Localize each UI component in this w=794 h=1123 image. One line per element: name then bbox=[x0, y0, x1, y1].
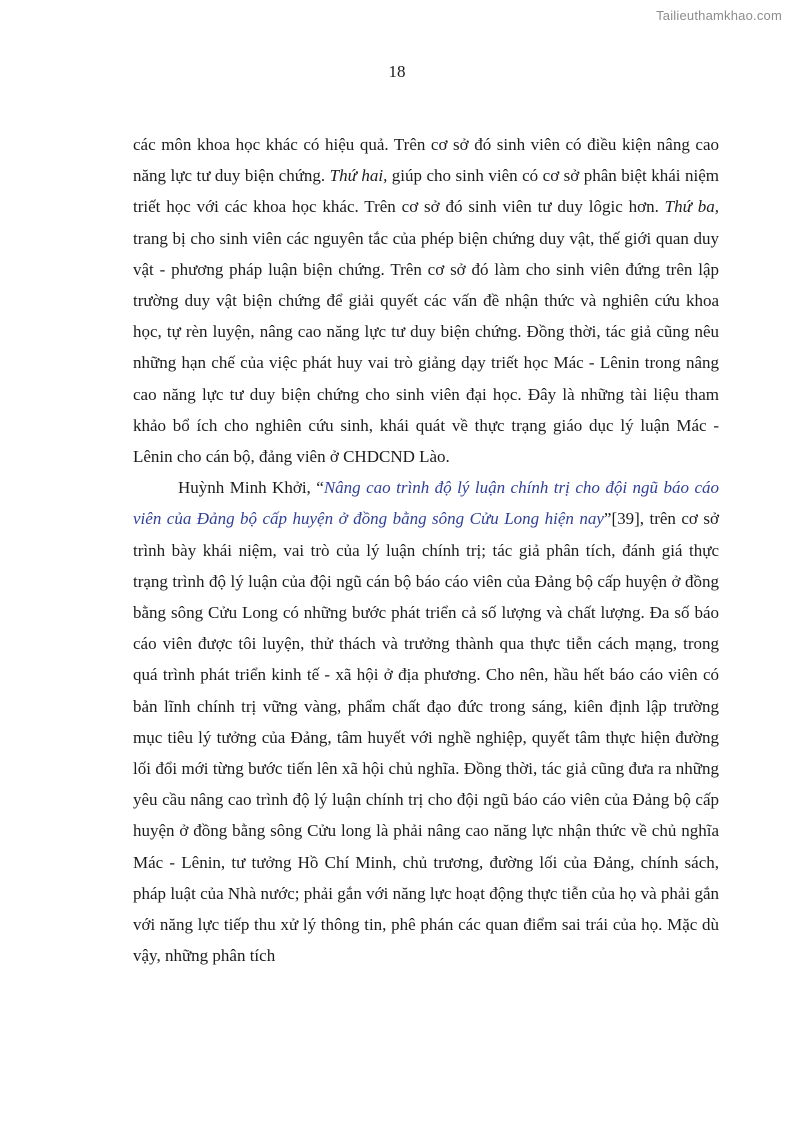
text-segment: ”[39], trên cơ sở trình bày khái niệm, vai trò của lý luận chính trị; tác giả phân tích, đánh giá thực trạng trình độ lý luận của đội ngũ cán bộ báo cáo viên của Đảng bộ cấp huyện ở đồng bằng sông Cửu Long có những bước phát triển cả số lượng và chất lượng. Đa số báo cáo viên được tôi luyện, thử thách và trưởng thành qua thực tiễn cách mạng, trong quá trình phát triển kinh tế - xã hội ở địa phương. Cho nên, hầu hết báo cáo viên có bản lĩnh chính trị vững vàng, phẩm chất đạo đức trong sáng, kiên định lập trường mục tiêu lý tưởng của Đảng, tâm huyết với nghề nghiệp, quyết tâm thực hiện đường lối đổi mới từng bước tiến lên xã hội chủ nghĩa. Đồng thời, tác giả cũng đưa ra những yêu cầu nâng cao trình độ lý luận chính trị cho đội ngũ báo cáo viên của Đảng bộ cấp huyện ở đồng bằng sông Cửu long là phải nâng cao năng lực nhận thức về chủ nghĩa Mác - Lênin, tư tưởng Hồ Chí Minh, chủ trương, đường lối của Đảng, chính sách, pháp luật của Nhà nước; phải gắn với năng lực hoạt động thực tiễn của họ và phải gắn với năng lực tiếp thu xử lý thông tin, phê phán các quan điểm sai trái của họ. Mặc dù vậy, những phân tích bbox=[133, 509, 719, 966]
paragraph bbox=[133, 129, 719, 472]
text-segment: giúp cho sinh viên có cơ sở phân biệt khái niệm triết học với các khoa học khác. Trên cơ sở đó sinh viên tư duy lôgic hơn. bbox=[133, 166, 719, 217]
text-segment: Thứ hai, bbox=[329, 166, 388, 186]
text-segment: các môn khoa học khác có hiệu quả. Trên cơ sở đó sinh viên có điều kiện nâng cao năng lực tư duy biện chứng. bbox=[133, 135, 719, 186]
text-segment: Thứ ba, bbox=[664, 197, 719, 217]
text-segment: Huỳnh Minh Khởi, “ bbox=[178, 478, 324, 498]
text-segment: trang bị cho sinh viên các nguyên tắc của phép biện chứng duy vật, thế giới quan duy vật - phương pháp luận biện chứng. Trên cơ sở đó làm cho sinh viên đứng trên lập trường duy vật biện chứng để giải quyết các vấn đề nhận thức và nghiên cứu khoa học, tự rèn luyện, nâng cao năng lực tư duy biện chứng. Đồng thời, tác giả cũng nêu những hạn chế của việc phát huy vai trò giảng dạy triết học Mác - Lênin trong nâng cao năng lực tư duy biện chứng cho sinh viên đại học. Đây là những tài liệu tham khảo bổ ích cho nghiên cứu sinh, khái quát về thực trạng giáo dục lý luận Mác - Lênin cho cán bộ, đảng viên ở CHDCND Lào. bbox=[133, 228, 719, 467]
paragraph bbox=[133, 472, 719, 971]
cited-work-title: Nâng cao trình độ lý luận chính trị cho đội ngũ báo cáo viên của Đảng bộ cấp huyện ở đồng bằng sông Cửu Long hiện nay bbox=[133, 478, 719, 529]
watermark: Tailieuthamkhao.com bbox=[656, 8, 782, 23]
page-number: 18 bbox=[388, 62, 406, 81]
document-body bbox=[133, 129, 719, 971]
